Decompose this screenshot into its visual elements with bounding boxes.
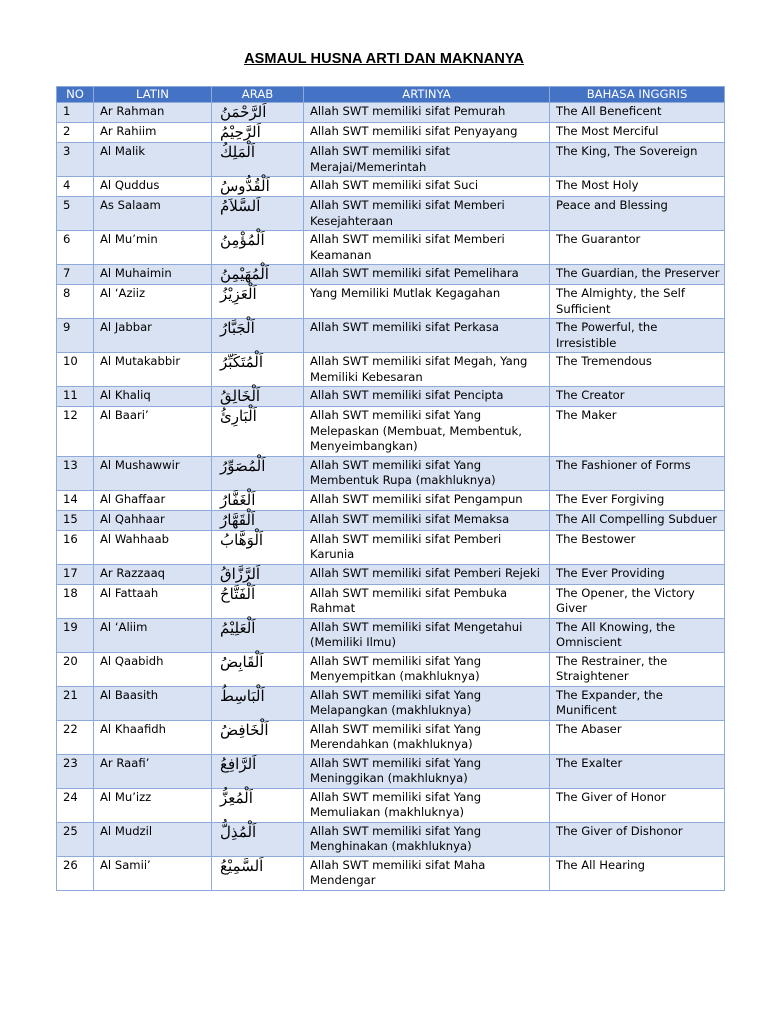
cell-latin: Ar Rahman <box>94 103 212 123</box>
cell-latin: Al Baasith <box>94 686 212 720</box>
cell-artinya: Allah SWT memiliki sifat Pengampun <box>304 490 550 510</box>
cell-artinya: Allah SWT memiliki sifat Perkasa <box>304 319 550 353</box>
cell-english: The Almighty, the Self Sufficient <box>550 285 725 319</box>
cell-artinya: Allah SWT memiliki sifat Yang Menyempitkan (makhluknya) <box>304 652 550 686</box>
cell-arab: اَلرَّافِعُ <box>212 754 304 788</box>
cell-arab: اَلْخَالِقُ <box>212 387 304 407</box>
cell-english: The Fashioner of Forms <box>550 456 725 490</box>
cell-english: The Opener, the Victory Giver <box>550 584 725 618</box>
cell-english: The All Beneficent <box>550 103 725 123</box>
cell-artinya: Allah SWT memiliki sifat Yang Meninggikan (makhluknya) <box>304 754 550 788</box>
cell-arab: اَلسَّمِيْعُ <box>212 856 304 890</box>
cell-english: The Ever Forgiving <box>550 490 725 510</box>
cell-latin: Al ‘Aliim <box>94 618 212 652</box>
cell-arab: اَلْمُعِزُّ <box>212 788 304 822</box>
cell-english: The Bestower <box>550 530 725 564</box>
cell-latin: Al Mu’min <box>94 231 212 265</box>
cell-no: 9 <box>57 319 94 353</box>
cell-latin: Al Samii’ <box>94 856 212 890</box>
cell-arab: اَلْجَبَّارُ <box>212 319 304 353</box>
cell-no: 20 <box>57 652 94 686</box>
cell-english: The All Compelling Subduer <box>550 510 725 530</box>
cell-no: 25 <box>57 822 94 856</box>
cell-english: The Most Merciful <box>550 123 725 143</box>
cell-latin: Al ‘Aziiz <box>94 285 212 319</box>
cell-artinya: Allah SWT memiliki sifat Megah, Yang Memiliki Kebesaran <box>304 353 550 387</box>
cell-arab: اَلْقَابِضُ <box>212 652 304 686</box>
table-row <box>57 584 725 618</box>
cell-no: 14 <box>57 490 94 510</box>
cell-latin: Al Mushawwir <box>94 456 212 490</box>
table-row <box>57 510 725 530</box>
cell-arab: اَلْمَلِكُ <box>212 143 304 177</box>
cell-artinya: Allah SWT memiliki sifat Pencipta <box>304 387 550 407</box>
document-title: ASMAUL HUSNA ARTI DAN MAKNANYA <box>244 51 524 67</box>
header-latin: LATIN <box>94 87 212 103</box>
cell-artinya: Allah SWT memiliki sifat Merajai/Memerintah <box>304 143 550 177</box>
table-row <box>57 456 725 490</box>
table-row <box>57 856 725 890</box>
cell-arab: اَلْغَفَّارُ <box>212 490 304 510</box>
table-row <box>57 319 725 353</box>
table-row <box>57 123 725 143</box>
cell-artinya: Allah SWT memiliki sifat Suci <box>304 177 550 197</box>
cell-arab: اَلْوَهَّابُ <box>212 530 304 564</box>
cell-artinya: Allah SWT memiliki sifat Yang Memuliakan (makhluknya) <box>304 788 550 822</box>
table-header-row <box>57 87 725 103</box>
cell-no: 19 <box>57 618 94 652</box>
cell-no: 10 <box>57 353 94 387</box>
asmaul-husna-table <box>56 86 725 891</box>
cell-latin: Al Muhaimin <box>94 265 212 285</box>
cell-no: 22 <box>57 720 94 754</box>
cell-english: The Maker <box>550 407 725 457</box>
cell-latin: Al Qaabidh <box>94 652 212 686</box>
cell-no: 13 <box>57 456 94 490</box>
cell-arab: اَلْمُؤْمِنُ <box>212 231 304 265</box>
cell-english: Peace and Blessing <box>550 197 725 231</box>
cell-english: The Giver of Honor <box>550 788 725 822</box>
cell-english: The Guarantor <box>550 231 725 265</box>
cell-arab: اَلْفَتَّاحُ <box>212 584 304 618</box>
header-artinya: ARTINYA <box>304 87 550 103</box>
cell-artinya: Allah SWT memiliki sifat Yang Melapangkan (makhluknya) <box>304 686 550 720</box>
table-row <box>57 686 725 720</box>
cell-no: 8 <box>57 285 94 319</box>
cell-english: The All Knowing, the Omniscient <box>550 618 725 652</box>
cell-latin: Al Wahhaab <box>94 530 212 564</box>
cell-latin: Al Fattaah <box>94 584 212 618</box>
cell-artinya: Allah SWT memiliki sifat Pemurah <box>304 103 550 123</box>
cell-no: 6 <box>57 231 94 265</box>
cell-latin: Al Mu’izz <box>94 788 212 822</box>
cell-arab: اَلْبَاسِطُ <box>212 686 304 720</box>
table-row <box>57 265 725 285</box>
cell-artinya: Allah SWT memiliki sifat Yang Menghinakan (makhluknya) <box>304 822 550 856</box>
table-body <box>57 103 725 891</box>
cell-artinya: Allah SWT memiliki sifat Maha Mendengar <box>304 856 550 890</box>
cell-no: 23 <box>57 754 94 788</box>
table-row <box>57 530 725 564</box>
cell-latin: Ar Raafi’ <box>94 754 212 788</box>
cell-english: The Giver of Dishonor <box>550 822 725 856</box>
table-row <box>57 720 725 754</box>
cell-english: The Restrainer, the Straightener <box>550 652 725 686</box>
cell-latin: Al Quddus <box>94 177 212 197</box>
cell-arab: اَلرَّزَّاقُ <box>212 564 304 584</box>
cell-english: The Powerful, the Irresistible <box>550 319 725 353</box>
table-row <box>57 618 725 652</box>
cell-latin: Al Khaliq <box>94 387 212 407</box>
cell-no: 7 <box>57 265 94 285</box>
cell-latin: As Salaam <box>94 197 212 231</box>
cell-arab: اَلْبَارِئُ <box>212 407 304 457</box>
cell-latin: Al Qahhaar <box>94 510 212 530</box>
cell-artinya: Yang Memiliki Mutlak Kegagahan <box>304 285 550 319</box>
table-row <box>57 353 725 387</box>
cell-artinya: Allah SWT memiliki sifat Yang Melepaskan (Membuat, Membentuk, Menyeimbangkan) <box>304 407 550 457</box>
table-row <box>57 754 725 788</box>
header-arab: ARAB <box>212 87 304 103</box>
cell-arab: اَلْعَزِيْزُ <box>212 285 304 319</box>
header-no: NO <box>57 87 94 103</box>
cell-no: 26 <box>57 856 94 890</box>
cell-artinya: Allah SWT memiliki sifat Penyayang <box>304 123 550 143</box>
header-bahasa-inggris: BAHASA INGGRIS <box>550 87 725 103</box>
cell-artinya: Allah SWT memiliki sifat Memaksa <box>304 510 550 530</box>
cell-english: The All Hearing <box>550 856 725 890</box>
cell-no: 18 <box>57 584 94 618</box>
cell-no: 12 <box>57 407 94 457</box>
cell-no: 17 <box>57 564 94 584</box>
cell-latin: Ar Rahiim <box>94 123 212 143</box>
cell-no: 4 <box>57 177 94 197</box>
cell-no: 11 <box>57 387 94 407</box>
cell-arab: اَلْمُذِلُّ <box>212 822 304 856</box>
cell-english: The Abaser <box>550 720 725 754</box>
table-row <box>57 197 725 231</box>
cell-latin: Al Khaafidh <box>94 720 212 754</box>
cell-arab: اَلْخَافِضُ <box>212 720 304 754</box>
cell-artinya: Allah SWT memiliki sifat Pembuka Rahmat <box>304 584 550 618</box>
table-row <box>57 490 725 510</box>
cell-no: 16 <box>57 530 94 564</box>
cell-english: The Ever Providing <box>550 564 725 584</box>
cell-arab: اَلْقَهَّارُ <box>212 510 304 530</box>
cell-english: The King, The Sovereign <box>550 143 725 177</box>
cell-no: 15 <box>57 510 94 530</box>
cell-english: The Expander, the Munificent <box>550 686 725 720</box>
table-row <box>57 285 725 319</box>
table-row <box>57 822 725 856</box>
cell-latin: Al Mudzil <box>94 822 212 856</box>
cell-arab: اَلرَّحِيْمُ <box>212 123 304 143</box>
cell-no: 24 <box>57 788 94 822</box>
table-row <box>57 177 725 197</box>
cell-artinya: Allah SWT memiliki sifat Pemberi Karunia <box>304 530 550 564</box>
cell-english: The Most Holy <box>550 177 725 197</box>
table-row <box>57 564 725 584</box>
cell-no: 3 <box>57 143 94 177</box>
table-row <box>57 407 725 457</box>
cell-english: The Exalter <box>550 754 725 788</box>
cell-artinya: Allah SWT memiliki sifat Memberi Kesejahteraan <box>304 197 550 231</box>
cell-artinya: Allah SWT memiliki sifat Mengetahui (Memiliki Ilmu) <box>304 618 550 652</box>
cell-no: 5 <box>57 197 94 231</box>
cell-latin: Al Ghaffaar <box>94 490 212 510</box>
cell-arab: اَلْقُدُّوسُ <box>212 177 304 197</box>
cell-arab: اَلْمُتَكَبِّرُ <box>212 353 304 387</box>
cell-artinya: Allah SWT memiliki sifat Pemelihara <box>304 265 550 285</box>
cell-artinya: Allah SWT memiliki sifat Yang Membentuk Rupa (makhluknya) <box>304 456 550 490</box>
cell-no: 1 <box>57 103 94 123</box>
table-row <box>57 788 725 822</box>
cell-latin: Al Baari’ <box>94 407 212 457</box>
table-row <box>57 143 725 177</box>
cell-latin: Ar Razzaaq <box>94 564 212 584</box>
cell-english: The Tremendous <box>550 353 725 387</box>
cell-arab: اَلرَّحْمَنُ <box>212 103 304 123</box>
table-row <box>57 103 725 123</box>
cell-arab: اَلْمُصَوِّرُ <box>212 456 304 490</box>
table-row <box>57 652 725 686</box>
cell-english: The Creator <box>550 387 725 407</box>
cell-artinya: Allah SWT memiliki sifat Yang Merendahkan (makhluknya) <box>304 720 550 754</box>
cell-arab: اَلْمُهَيْمِنُ <box>212 265 304 285</box>
cell-latin: Al Jabbar <box>94 319 212 353</box>
cell-arab: اَلْعَلِيْمُ <box>212 618 304 652</box>
cell-artinya: Allah SWT memiliki sifat Pemberi Rejeki <box>304 564 550 584</box>
cell-arab: اَلسَّلاَمُ <box>212 197 304 231</box>
cell-latin: Al Mutakabbir <box>94 353 212 387</box>
cell-english: The Guardian, the Preserver <box>550 265 725 285</box>
cell-no: 21 <box>57 686 94 720</box>
cell-latin: Al Malik <box>94 143 212 177</box>
table-row <box>57 231 725 265</box>
table-row <box>57 387 725 407</box>
cell-no: 2 <box>57 123 94 143</box>
cell-artinya: Allah SWT memiliki sifat Memberi Keamanan <box>304 231 550 265</box>
